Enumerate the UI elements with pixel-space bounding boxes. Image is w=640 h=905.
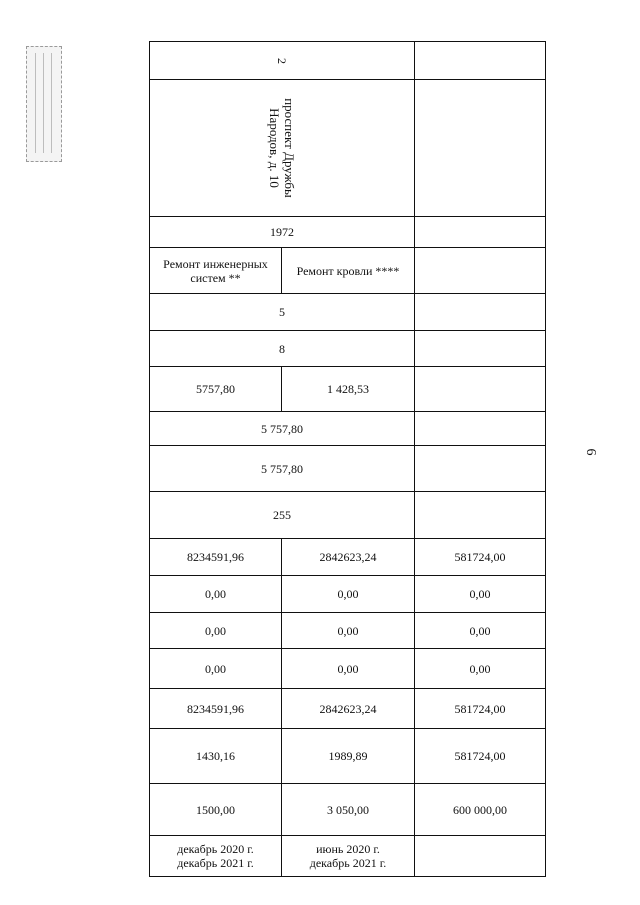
row-floors [150, 294, 546, 331]
value-b: 0,00 [282, 649, 415, 689]
row-area-total-2 [150, 446, 546, 492]
row-address [150, 80, 546, 217]
value-c: 581724,00 [415, 729, 546, 784]
area-b-cell: 1 428,53 [282, 367, 415, 412]
row-col-number [150, 42, 546, 80]
residents-cell: 255 [150, 492, 415, 539]
value-b: 0,00 [282, 613, 415, 649]
value-b: 0,00 [282, 576, 415, 613]
value-b: 3 050,00 [282, 784, 415, 836]
value-c: 0,00 [415, 613, 546, 649]
table-row [150, 576, 546, 613]
value-c: 581724,00 [415, 689, 546, 729]
area-a-cell: 5757,80 [150, 367, 282, 412]
floors-cell: 5 [150, 294, 415, 331]
table-row [150, 784, 546, 836]
table-row [150, 729, 546, 784]
value-c: 0,00 [415, 649, 546, 689]
term-a-cell: декабрь 2020 г. декабрь 2021 г. [150, 836, 282, 877]
term-b-cell: июнь 2020 г. декабрь 2021 г. [282, 836, 415, 877]
empty-cell [415, 80, 546, 217]
year-cell: 1972 [150, 217, 415, 248]
value-c: 581724,00 [415, 539, 546, 576]
value-a: 0,00 [150, 649, 282, 689]
work-type-a: Ремонт инженерных систем ** [150, 248, 282, 294]
row-entrances [150, 331, 546, 367]
empty-cell [415, 248, 546, 294]
page-number: 6 [583, 448, 598, 456]
value-a: 0,00 [150, 576, 282, 613]
value-a: 1500,00 [150, 784, 282, 836]
empty-cell [415, 492, 546, 539]
value-a: 8234591,96 [150, 689, 282, 729]
row-residents [150, 492, 546, 539]
empty-cell [415, 836, 546, 877]
value-a: 0,00 [150, 613, 282, 649]
area-total-1-cell: 5 757,80 [150, 412, 415, 446]
work-type-b: Ремонт кровли **** [282, 248, 415, 294]
address-cell: проспект Дружбы Народов, д. 10 [150, 80, 415, 217]
empty-cell [415, 367, 546, 412]
empty-cell [415, 42, 546, 80]
empty-cell [415, 217, 546, 248]
value-b: 1989,89 [282, 729, 415, 784]
row-work-types [150, 248, 546, 294]
table-row [150, 649, 546, 689]
value-c: 600 000,00 [415, 784, 546, 836]
row-area [150, 367, 546, 412]
table-row [150, 539, 546, 576]
empty-cell [415, 412, 546, 446]
entrances-cell: 8 [150, 331, 415, 367]
empty-cell [415, 446, 546, 492]
col-number-cell: 2 [150, 42, 415, 80]
value-a: 8234591,96 [150, 539, 282, 576]
row-year [150, 217, 546, 248]
row-terms [150, 836, 546, 877]
area-total-2-cell: 5 757,80 [150, 446, 415, 492]
value-b: 2842623,24 [282, 689, 415, 729]
empty-cell [415, 331, 546, 367]
table-row [150, 689, 546, 729]
table-row [150, 613, 546, 649]
repair-table [149, 41, 546, 877]
value-b: 2842623,24 [282, 539, 415, 576]
empty-cell [415, 294, 546, 331]
value-a: 1430,16 [150, 729, 282, 784]
stamp-mark [26, 46, 62, 162]
value-c: 0,00 [415, 576, 546, 613]
row-area-total-1 [150, 412, 546, 446]
